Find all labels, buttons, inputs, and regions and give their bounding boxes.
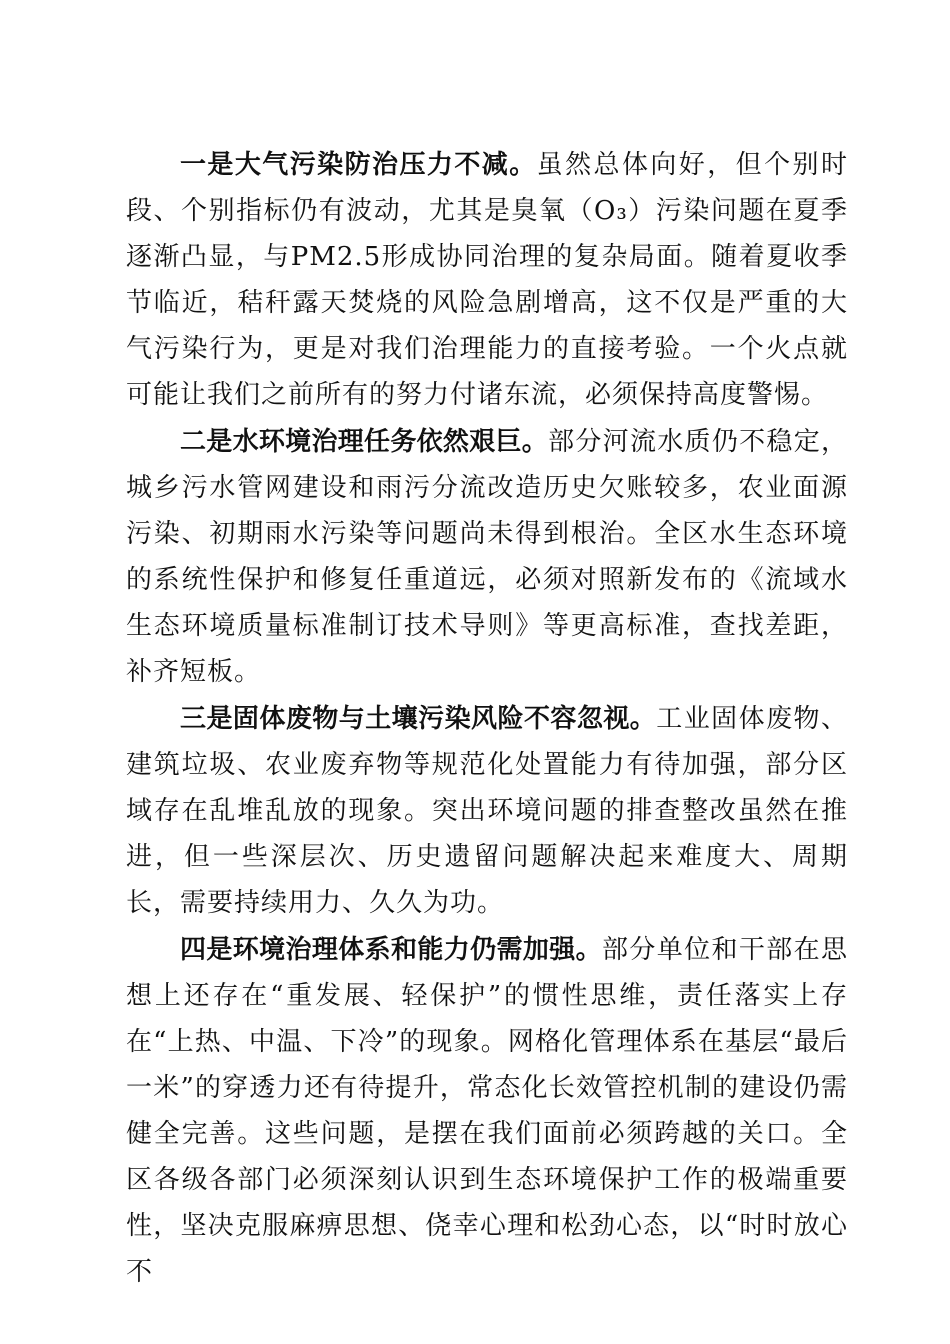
paragraph-water-environment <box>126 419 848 695</box>
paragraph-air-pollution <box>126 142 848 418</box>
paragraph-heading: 四是环境治理体系和能力仍需加强。 <box>180 935 602 965</box>
paragraph-text: 部分河流水质仍不稳定，城乡污水管网建设和雨污分流改造历史欠账较多，农业面源污染、初期雨水污染等问题尚未得到根治。全区水生态环境的系统性保护和修复任重道远，必须对照新发布的《流域水生态环境质量标准制订技术导则》等更高标准，查找差距，补齐短板。 <box>126 427 848 687</box>
paragraph-heading: 一是大气污染防治压力不减。 <box>180 150 537 180</box>
paragraph-governance-capacity <box>126 927 848 1295</box>
paragraph-solid-waste-soil <box>126 696 848 926</box>
paragraph-text: 工业固体废物、建筑垃圾、农业废弃物等规范化处置能力有待加强，部分区域存在乱堆乱放的现象。突出环境问题的排查整改虽然在推进，但一些深层次、历史遗留问题解决起来难度大、周期长，需要持续用力、久久为功。 <box>126 704 848 918</box>
paragraph-text: 虽然总体向好，但个别时段、个别指标仍有波动，尤其是臭氧（O₃）污染问题在夏季逐渐凸显，与PM2.5形成协同治理的复杂局面。随着夏收季节临近，秸秆露天焚烧的风险急剧增高，这不仅是严重的大气污染行为，更是对我们治理能力的直接考验。一个火点就可能让我们之前所有的努力付诸东流，必须保持高度警惕。 <box>126 150 848 410</box>
document-body <box>126 142 848 1296</box>
paragraph-text: 部分单位和干部在思想上还存在“重发展、轻保护”的惯性思维，责任落实上存在“上热、中温、下冷”的现象。网格化管理体系在基层“最后一米”的穿透力还有待提升，常态化长效管控机制的建设仍需健全完善。这些问题，是摆在我们面前必须跨越的关口。全区各级各部门必须深刻认识到生态环境保护工作的极端重要性，坚决克服麻痹思想、侥幸心理和松劲心态，以“时时放心不 <box>126 935 848 1287</box>
paragraph-heading: 三是固体废物与土壤污染风险不容忽视。 <box>180 704 657 734</box>
paragraph-heading: 二是水环境治理任务依然艰巨。 <box>180 427 549 457</box>
